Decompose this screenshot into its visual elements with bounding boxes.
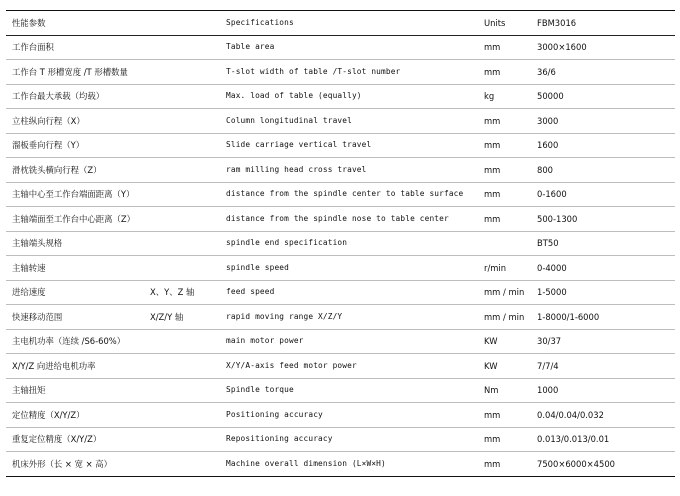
value-cell: 7500×6000×4500 xyxy=(537,452,675,477)
value-cell: 36/6 xyxy=(537,60,675,85)
spec-english-cell: rapid moving range X/Z/Y xyxy=(226,305,484,330)
value-cell: 7/7/4 xyxy=(537,354,675,379)
param-name-cell: 定位精度（X/Y/Z） xyxy=(6,403,150,428)
header-parameter: 性能参数 xyxy=(6,11,150,36)
value-cell: BT50 xyxy=(537,231,675,256)
unit-cell: mm xyxy=(484,109,537,134)
spec-english-cell: T-slot width of table /T-slot number xyxy=(226,60,484,85)
param-name-cell: 重复定位精度（X/Y/Z） xyxy=(6,427,150,452)
axis-note-cell xyxy=(150,133,226,158)
axis-note-cell: X、Y、Z 轴 xyxy=(150,280,226,305)
axis-note-cell xyxy=(150,182,226,207)
header-axis xyxy=(150,11,226,36)
table-row xyxy=(6,280,675,305)
spec-english-cell: Slide carriage vertical travel xyxy=(226,133,484,158)
unit-cell: mm xyxy=(484,452,537,477)
spec-english-cell: Max. load of table (equally) xyxy=(226,84,484,109)
table-header-row xyxy=(6,11,675,36)
param-name-cell: 滑枕铣头横向行程（Z） xyxy=(6,158,150,183)
param-name-cell: 主轴转速 xyxy=(6,256,150,281)
header-units: Units xyxy=(484,11,537,36)
value-cell: 3000 xyxy=(537,109,675,134)
spec-english-cell: X/Y/A-axis feed motor power xyxy=(226,354,484,379)
table-row xyxy=(6,207,675,232)
value-cell: 800 xyxy=(537,158,675,183)
table-row xyxy=(6,305,675,330)
axis-note-cell xyxy=(150,231,226,256)
table-row xyxy=(6,158,675,183)
axis-note-cell xyxy=(150,158,226,183)
axis-note-cell xyxy=(150,60,226,85)
axis-note-cell xyxy=(150,378,226,403)
spec-english-cell: Positioning accuracy xyxy=(226,403,484,428)
header-model: FBM3016 xyxy=(537,11,675,36)
unit-cell: mm xyxy=(484,133,537,158)
param-name-cell: 溜板垂向行程（Y） xyxy=(6,133,150,158)
unit-cell: kg xyxy=(484,84,537,109)
unit-cell: mm xyxy=(484,158,537,183)
value-cell: 30/37 xyxy=(537,329,675,354)
table-row xyxy=(6,35,675,60)
spec-english-cell: Column longitudinal travel xyxy=(226,109,484,134)
spec-english-cell: main motor power xyxy=(226,329,484,354)
unit-cell: KW xyxy=(484,354,537,379)
param-name-cell: 主轴扭矩 xyxy=(6,378,150,403)
spec-english-cell: spindle speed xyxy=(226,256,484,281)
param-name-cell: 主轴端面至工作台中心距离（Z） xyxy=(6,207,150,232)
axis-note-cell xyxy=(150,207,226,232)
param-name-cell: 快速移动范围 xyxy=(6,305,150,330)
axis-note-cell xyxy=(150,109,226,134)
unit-cell: mm xyxy=(484,403,537,428)
spec-english-cell: distance from the spindle nose to table center xyxy=(226,207,484,232)
value-cell: 1000 xyxy=(537,378,675,403)
unit-cell: mm xyxy=(484,182,537,207)
spec-table xyxy=(6,10,675,477)
value-cell: 0.04/0.04/0.032 xyxy=(537,403,675,428)
axis-note-cell xyxy=(150,452,226,477)
table-row xyxy=(6,182,675,207)
value-cell: 0-1600 xyxy=(537,182,675,207)
axis-note-cell xyxy=(150,403,226,428)
table-row xyxy=(6,60,675,85)
axis-note-cell xyxy=(150,35,226,60)
table-row xyxy=(6,256,675,281)
table-row xyxy=(6,84,675,109)
unit-cell: mm xyxy=(484,35,537,60)
unit-cell: mm xyxy=(484,207,537,232)
table-row xyxy=(6,427,675,452)
spec-table-body xyxy=(6,11,675,477)
unit-cell: mm / min xyxy=(484,280,537,305)
axis-note-cell xyxy=(150,427,226,452)
value-cell: 50000 xyxy=(537,84,675,109)
axis-note-cell xyxy=(150,84,226,109)
spec-english-cell: Spindle torque xyxy=(226,378,484,403)
param-name-cell: 工作台 T 形槽宽度 /T 形槽数量 xyxy=(6,60,150,85)
axis-note-cell: X/Z/Y 轴 xyxy=(150,305,226,330)
spec-english-cell: ram milling head cross travel xyxy=(226,158,484,183)
spec-english-cell: Table area xyxy=(226,35,484,60)
unit-cell: mm xyxy=(484,427,537,452)
value-cell: 1-5000 xyxy=(537,280,675,305)
param-name-cell: 工作台面积 xyxy=(6,35,150,60)
axis-note-cell xyxy=(150,329,226,354)
value-cell: 0.013/0.013/0.01 xyxy=(537,427,675,452)
spec-english-cell: Repositioning accuracy xyxy=(226,427,484,452)
spec-english-cell: spindle end specification xyxy=(226,231,484,256)
table-row xyxy=(6,452,675,477)
spec-english-cell: feed speed xyxy=(226,280,484,305)
table-row xyxy=(6,109,675,134)
unit-cell: mm / min xyxy=(484,305,537,330)
axis-note-cell xyxy=(150,256,226,281)
value-cell: 3000×1600 xyxy=(537,35,675,60)
unit-cell xyxy=(484,231,537,256)
table-row xyxy=(6,354,675,379)
param-name-cell: 进给速度 xyxy=(6,280,150,305)
table-row xyxy=(6,329,675,354)
param-name-cell: 主轴端头规格 xyxy=(6,231,150,256)
param-name-cell: 工作台最大承载（均载） xyxy=(6,84,150,109)
param-name-cell: 立柱纵向行程（X） xyxy=(6,109,150,134)
table-row xyxy=(6,378,675,403)
unit-cell: KW xyxy=(484,329,537,354)
param-name-cell: 主电机功率（连续 /S6-60%） xyxy=(6,329,150,354)
table-row xyxy=(6,231,675,256)
axis-note-cell xyxy=(150,354,226,379)
value-cell: 1-8000/1-6000 xyxy=(537,305,675,330)
unit-cell: mm xyxy=(484,60,537,85)
unit-cell: r/min xyxy=(484,256,537,281)
table-row xyxy=(6,403,675,428)
value-cell: 500-1300 xyxy=(537,207,675,232)
table-row xyxy=(6,133,675,158)
param-name-cell: X/Y/Z 向进给电机功率 xyxy=(6,354,150,379)
value-cell: 0-4000 xyxy=(537,256,675,281)
value-cell: 1600 xyxy=(537,133,675,158)
spec-english-cell: distance from the spindle center to table surface xyxy=(226,182,484,207)
spec-english-cell: Machine overall dimension (L×W×H) xyxy=(226,452,484,477)
header-specifications: Specifications xyxy=(226,11,484,36)
unit-cell: Nm xyxy=(484,378,537,403)
param-name-cell: 机床外形（长 × 宽 × 高） xyxy=(6,452,150,477)
param-name-cell: 主轴中心至工作台端面距离（Y） xyxy=(6,182,150,207)
